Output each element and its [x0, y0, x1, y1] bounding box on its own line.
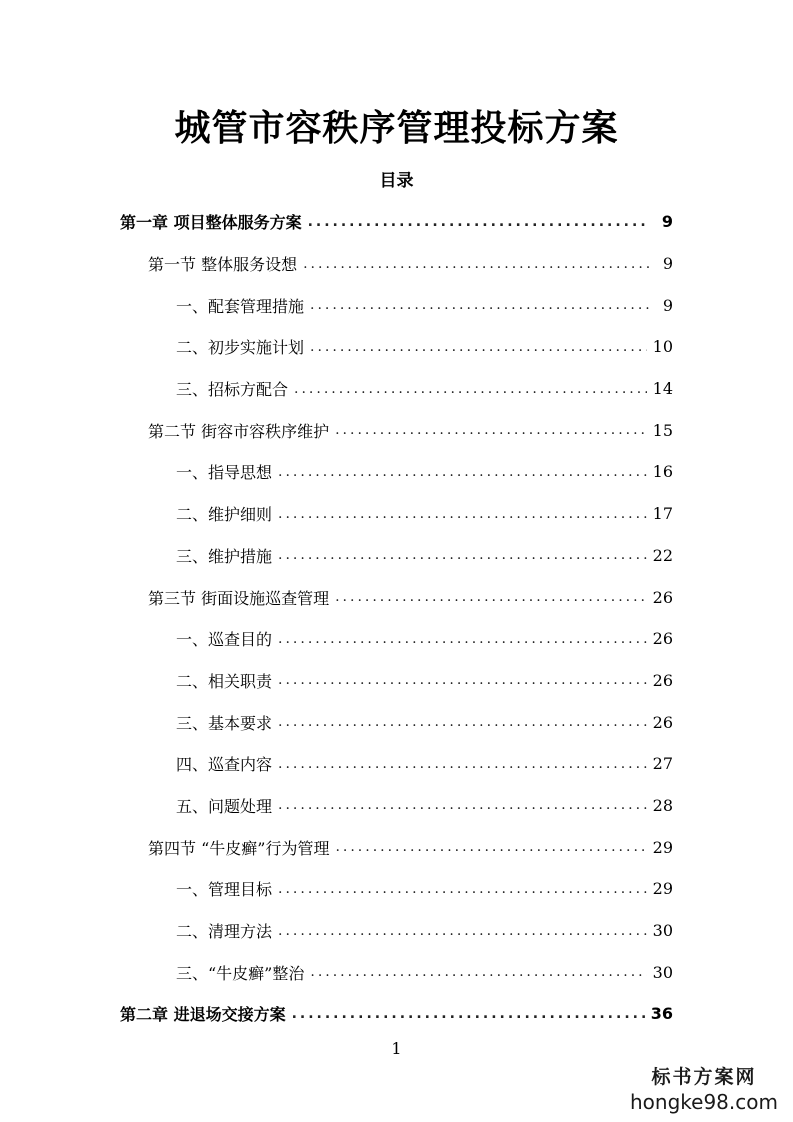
toc-entry-label: 第三节 街面设施巡查管理 — [148, 588, 330, 608]
toc-dot-leader — [310, 297, 649, 313]
toc-entry-label: 三、基本要求 — [176, 713, 273, 733]
toc-entry[interactable] — [0, 326, 673, 368]
toc-entry[interactable] — [0, 493, 673, 535]
toc-entry-label: 二、维护细则 — [176, 505, 273, 525]
toc-entry-label: 一、巡查目的 — [176, 630, 273, 650]
toc-entry[interactable] — [0, 910, 673, 952]
toc-entry-page: 15 — [652, 420, 673, 440]
toc-dot-leader — [278, 631, 647, 647]
toc-dot-leader — [278, 756, 647, 772]
toc-entry-label: 三、维护措施 — [176, 546, 273, 566]
toc-entry[interactable] — [0, 868, 673, 910]
toc-dot-leader — [278, 797, 647, 813]
toc-entry-page: 29 — [652, 879, 673, 899]
toc-entry-page: 10 — [652, 337, 673, 357]
toc-dot-leader — [303, 256, 649, 272]
toc-entry-label: 五、问题处理 — [176, 796, 273, 816]
toc-entry[interactable] — [0, 701, 673, 743]
watermark-brand: 标书方案网 — [651, 1066, 757, 1088]
toc-entry-page: 9 — [661, 212, 673, 232]
watermark-url: hongke98.com — [630, 1090, 778, 1114]
toc-entry[interactable] — [0, 576, 673, 618]
toc-entry-page: 26 — [652, 670, 673, 690]
toc-dot-leader — [278, 672, 647, 688]
table-of-contents — [0, 201, 793, 1035]
toc-dot-leader — [278, 506, 647, 522]
toc-entry[interactable] — [0, 243, 673, 285]
toc-dot-leader — [335, 589, 647, 605]
page-number: 1 — [391, 1039, 402, 1058]
toc-entry-page: 14 — [652, 379, 673, 399]
toc-dot-leader — [278, 881, 647, 897]
toc-entry-label: 第二节 街容市容秩序维护 — [148, 421, 330, 441]
toc-entry-label: 二、清理方法 — [176, 922, 273, 942]
toc-dot-leader — [278, 464, 647, 480]
toc-entry-page: 9 — [662, 254, 673, 274]
toc-entry-label: 三、招标方配合 — [176, 380, 289, 400]
toc-entry-label: 二、初步实施计划 — [176, 338, 305, 358]
toc-entry[interactable] — [0, 451, 673, 493]
toc-entry-page: 16 — [652, 462, 673, 482]
toc-entry[interactable] — [0, 826, 673, 868]
toc-entry[interactable] — [0, 284, 673, 326]
toc-entry-page: 22 — [652, 545, 673, 565]
toc-entry-label: 一、指导思想 — [176, 463, 273, 483]
toc-entry-label: 第一章 项目整体服务方案 — [120, 213, 302, 233]
toc-entry[interactable] — [0, 993, 673, 1035]
toc-dot-leader — [292, 1006, 645, 1022]
toc-dot-leader — [278, 923, 647, 939]
toc-dot-leader — [308, 214, 649, 230]
toc-entry[interactable] — [0, 951, 673, 993]
toc-dot-leader — [335, 839, 646, 855]
toc-dot-leader — [294, 381, 647, 397]
toc-entry-page: 30 — [652, 921, 673, 941]
toc-entry[interactable] — [0, 201, 673, 243]
toc-entry-page: 30 — [652, 962, 673, 982]
toc-entry-page: 36 — [650, 1004, 673, 1024]
toc-entry-label: 第一节 整体服务设想 — [148, 255, 298, 275]
toc-entry-label: 三、“牛皮癣”整治 — [176, 963, 305, 983]
toc-entry-label: 四、巡查内容 — [176, 755, 273, 775]
toc-entry-page: 26 — [652, 587, 673, 607]
toc-entry-page: 27 — [652, 754, 673, 774]
toc-entry[interactable] — [0, 409, 673, 451]
toc-entry-page: 29 — [652, 837, 673, 857]
toc-heading: 目录 — [379, 171, 414, 191]
toc-dot-leader — [278, 547, 647, 563]
toc-entry[interactable] — [0, 535, 673, 577]
toc-entry-page: 28 — [652, 795, 673, 815]
document-title: 城管市容秩序管理投标方案 — [174, 108, 619, 149]
site-watermark — [629, 1064, 779, 1114]
toc-entry-label: 第二章 进退场交接方案 — [120, 1005, 286, 1025]
toc-entry[interactable] — [0, 368, 673, 410]
toc-entry[interactable] — [0, 618, 673, 660]
toc-dot-leader — [310, 964, 646, 980]
toc-entry-page: 26 — [652, 629, 673, 649]
toc-entry-label: 第四节 “牛皮癣”行为管理 — [148, 838, 330, 858]
toc-entry-label: 二、相关职责 — [176, 671, 273, 691]
toc-entry-page: 9 — [662, 295, 673, 315]
toc-dot-leader — [335, 422, 647, 438]
toc-entry[interactable] — [0, 660, 673, 702]
toc-entry[interactable] — [0, 743, 673, 785]
toc-entry[interactable] — [0, 785, 673, 827]
toc-entry-label: 一、管理目标 — [176, 880, 273, 900]
toc-dot-leader — [310, 339, 647, 355]
toc-entry-page: 26 — [652, 712, 673, 732]
toc-dot-leader — [278, 714, 647, 730]
toc-entry-page: 17 — [652, 504, 673, 524]
toc-entry-label: 一、配套管理措施 — [176, 296, 305, 316]
